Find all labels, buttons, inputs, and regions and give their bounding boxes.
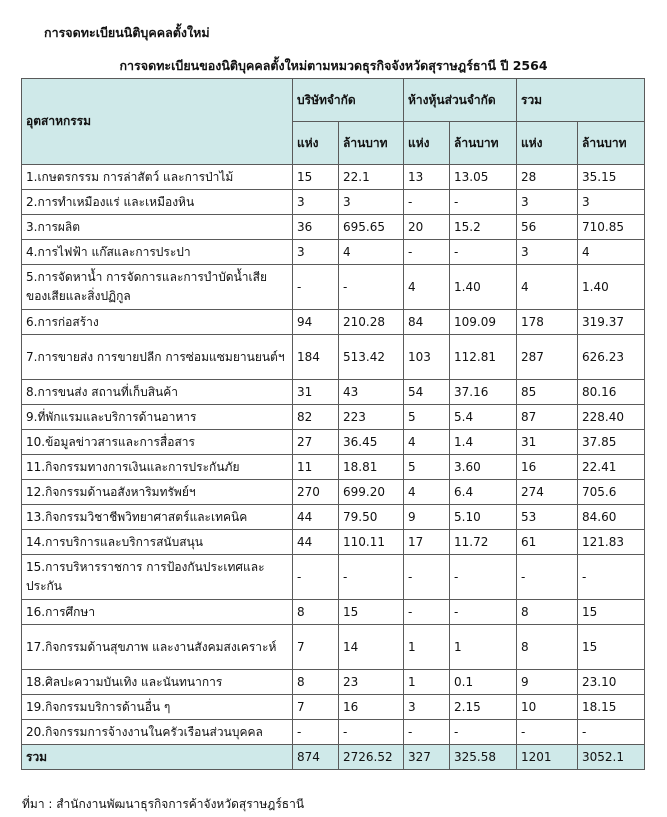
partnership-capital-cell: 5.10	[450, 505, 517, 530]
company-count-cell: 11	[293, 455, 339, 480]
total-count-cell: 56	[517, 215, 578, 240]
table-row	[22, 480, 645, 505]
total-count-cell: 87	[517, 405, 578, 430]
header-company: บริษัทจำกัด	[293, 79, 404, 122]
total-capital-cell: 3	[578, 190, 645, 215]
company-capital-cell: -	[339, 720, 404, 745]
header-company-count: แห่ง	[293, 122, 339, 165]
partnership-capital-cell: 13.05	[450, 165, 517, 190]
total-capital-cell: 705.6	[578, 480, 645, 505]
industry-cell: 8.การขนส่ง สถานที่เก็บสินค้า	[22, 380, 293, 405]
table-row	[22, 625, 645, 670]
total-capital-cell: -	[578, 720, 645, 745]
total-count-cell: 4	[517, 265, 578, 310]
partnership-count-cell: 9	[404, 505, 450, 530]
industry-cell: 20.กิจกรรมการจ้างงานในครัวเรือนส่วนบุคคล	[22, 720, 293, 745]
partnership-count-cell: 54	[404, 380, 450, 405]
table-row	[22, 405, 645, 430]
header-total: รวม	[517, 79, 645, 122]
total-capital-cell: 319.37	[578, 310, 645, 335]
table-body	[22, 165, 645, 745]
company-count-cell: 270	[293, 480, 339, 505]
totals-partnership-capital: 325.58	[450, 745, 517, 770]
partnership-capital-cell: 2.15	[450, 695, 517, 720]
company-capital-cell: 223	[339, 405, 404, 430]
total-count-cell: 61	[517, 530, 578, 555]
header-partnership-capital: ล้านบาท	[450, 122, 517, 165]
total-count-cell: -	[517, 720, 578, 745]
table-row	[22, 600, 645, 625]
company-capital-cell: 36.45	[339, 430, 404, 455]
total-count-cell: 274	[517, 480, 578, 505]
company-count-cell: 8	[293, 600, 339, 625]
partnership-capital-cell: 0.1	[450, 670, 517, 695]
company-capital-cell: 43	[339, 380, 404, 405]
company-count-cell: -	[293, 555, 339, 600]
company-capital-cell: 79.50	[339, 505, 404, 530]
industry-cell: 1.เกษตรกรรม การล่าสัตว์ และการป่าไม้	[22, 165, 293, 190]
industry-cell: 16.การศึกษา	[22, 600, 293, 625]
total-capital-cell: 710.85	[578, 215, 645, 240]
industry-cell: 13.กิจกรรมวิชาชีพวิทยาศาสตร์และเทคนิค	[22, 505, 293, 530]
total-capital-cell: 35.15	[578, 165, 645, 190]
industry-cell: 5.การจัดหาน้ำ การจัดการและการบำบัดน้ำเสียของเสียและสิ่งปฏิกูล	[22, 265, 293, 310]
total-count-cell: 178	[517, 310, 578, 335]
partnership-count-cell: 3	[404, 695, 450, 720]
total-capital-cell: 4	[578, 240, 645, 265]
partnership-count-cell: 17	[404, 530, 450, 555]
company-capital-cell: -	[339, 555, 404, 600]
registration-table	[21, 78, 645, 770]
total-capital-cell: 15	[578, 625, 645, 670]
company-capital-cell: 3	[339, 190, 404, 215]
partnership-count-cell: 13	[404, 165, 450, 190]
partnership-capital-cell: 1.40	[450, 265, 517, 310]
industry-cell: 2.การทำเหมืองแร่ และเหมืองหิน	[22, 190, 293, 215]
table-row	[22, 215, 645, 240]
total-count-cell: 3	[517, 240, 578, 265]
header-partnership: ห้างหุ้นส่วนจำกัด	[404, 79, 517, 122]
partnership-count-cell: -	[404, 190, 450, 215]
company-count-cell: 31	[293, 380, 339, 405]
company-count-cell: 3	[293, 240, 339, 265]
industry-cell: 19.กิจกรรมบริการด้านอื่น ๆ	[22, 695, 293, 720]
header-total-count: แห่ง	[517, 122, 578, 165]
partnership-count-cell: 1	[404, 670, 450, 695]
table-row	[22, 505, 645, 530]
total-count-cell: 53	[517, 505, 578, 530]
partnership-count-cell: 1	[404, 625, 450, 670]
total-capital-cell: 23.10	[578, 670, 645, 695]
industry-cell: 3.การผลิต	[22, 215, 293, 240]
company-count-cell: 15	[293, 165, 339, 190]
industry-cell: 7.การขายส่ง การขายปลีก การซ่อมแซมยานยนต์ฯ	[22, 335, 293, 380]
partnership-capital-cell: -	[450, 240, 517, 265]
total-capital-cell: 18.15	[578, 695, 645, 720]
totals-company-count: 874	[293, 745, 339, 770]
header-total-capital: ล้านบาท	[578, 122, 645, 165]
total-capital-cell: 626.23	[578, 335, 645, 380]
totals-total-count: 1201	[517, 745, 578, 770]
total-count-cell: 31	[517, 430, 578, 455]
table-row	[22, 165, 645, 190]
table-row	[22, 265, 645, 310]
company-capital-cell: 22.1	[339, 165, 404, 190]
table-row	[22, 310, 645, 335]
company-count-cell: 94	[293, 310, 339, 335]
partnership-count-cell: 5	[404, 455, 450, 480]
table-row	[22, 455, 645, 480]
partnership-count-cell: -	[404, 240, 450, 265]
company-count-cell: 36	[293, 215, 339, 240]
industry-cell: 15.การบริหารราชการ การป้องกันประเทศและประกัน	[22, 555, 293, 600]
partnership-capital-cell: -	[450, 600, 517, 625]
header-industry: อุตสาหกรรม	[22, 79, 293, 165]
totals-row	[22, 745, 645, 770]
industry-cell: 6.การก่อสร้าง	[22, 310, 293, 335]
partnership-capital-cell: 15.2	[450, 215, 517, 240]
table-row	[22, 670, 645, 695]
company-count-cell: 82	[293, 405, 339, 430]
company-capital-cell: 15	[339, 600, 404, 625]
totals-label: รวม	[22, 745, 293, 770]
company-count-cell: -	[293, 265, 339, 310]
partnership-capital-cell: 3.60	[450, 455, 517, 480]
company-capital-cell: 4	[339, 240, 404, 265]
partnership-capital-cell: 11.72	[450, 530, 517, 555]
partnership-count-cell: 84	[404, 310, 450, 335]
industry-cell: 17.กิจกรรมด้านสุขภาพ และงานสังคมสงเคราะห์	[22, 625, 293, 670]
partnership-count-cell: 20	[404, 215, 450, 240]
company-capital-cell: 210.28	[339, 310, 404, 335]
partnership-capital-cell: 112.81	[450, 335, 517, 380]
table-row	[22, 380, 645, 405]
partnership-capital-cell: 6.4	[450, 480, 517, 505]
partnership-capital-cell: 1.4	[450, 430, 517, 455]
total-count-cell: 16	[517, 455, 578, 480]
partnership-capital-cell: 1	[450, 625, 517, 670]
table-row	[22, 240, 645, 265]
company-capital-cell: 16	[339, 695, 404, 720]
partnership-count-cell: 4	[404, 480, 450, 505]
partnership-capital-cell: -	[450, 190, 517, 215]
company-count-cell: 7	[293, 625, 339, 670]
total-count-cell: 8	[517, 625, 578, 670]
total-count-cell: -	[517, 555, 578, 600]
table-row	[22, 190, 645, 215]
table-row	[22, 430, 645, 455]
industry-cell: 11.กิจกรรมทางการเงินและการประกันภัย	[22, 455, 293, 480]
table-row	[22, 555, 645, 600]
partnership-count-cell: -	[404, 555, 450, 600]
company-capital-cell: 513.42	[339, 335, 404, 380]
company-capital-cell: 110.11	[339, 530, 404, 555]
industry-cell: 14.การบริการและบริการสนับสนุน	[22, 530, 293, 555]
table-title: การจดทะเบียนของนิติบุคคลตั้งใหม่ตามหมวดธุรกิจจังหวัดสุราษฎร์ธานี ปี 2564	[119, 58, 548, 73]
total-capital-cell: 121.83	[578, 530, 645, 555]
partnership-capital-cell: -	[450, 720, 517, 745]
partnership-count-cell: 103	[404, 335, 450, 380]
total-capital-cell: 84.60	[578, 505, 645, 530]
company-capital-cell: 23	[339, 670, 404, 695]
industry-cell: 10.ข้อมูลข่าวสารและการสื่อสาร	[22, 430, 293, 455]
company-count-cell: 27	[293, 430, 339, 455]
partnership-capital-cell: 5.4	[450, 405, 517, 430]
total-capital-cell: 1.40	[578, 265, 645, 310]
partnership-count-cell: -	[404, 720, 450, 745]
company-capital-cell: -	[339, 265, 404, 310]
industry-cell: 9.ที่พักแรมและบริการด้านอาหาร	[22, 405, 293, 430]
company-count-cell: 44	[293, 530, 339, 555]
total-count-cell: 85	[517, 380, 578, 405]
partnership-capital-cell: 37.16	[450, 380, 517, 405]
total-capital-cell: 228.40	[578, 405, 645, 430]
total-capital-cell: -	[578, 555, 645, 600]
totals-partnership-count: 327	[404, 745, 450, 770]
total-count-cell: 8	[517, 600, 578, 625]
partnership-count-cell: 4	[404, 265, 450, 310]
total-count-cell: 3	[517, 190, 578, 215]
company-capital-cell: 695.65	[339, 215, 404, 240]
total-capital-cell: 37.85	[578, 430, 645, 455]
totals-company-capital: 2726.52	[339, 745, 404, 770]
totals-total-capital: 3052.1	[578, 745, 645, 770]
total-capital-cell: 80.16	[578, 380, 645, 405]
table-row	[22, 695, 645, 720]
table-row	[22, 530, 645, 555]
company-count-cell: -	[293, 720, 339, 745]
industry-cell: 12.กิจกรรมด้านอสังหาริมทรัพย์ฯ	[22, 480, 293, 505]
header-partnership-count: แห่ง	[404, 122, 450, 165]
table-row	[22, 720, 645, 745]
company-count-cell: 44	[293, 505, 339, 530]
industry-cell: 4.การไฟฟ้า แก๊สและการประปา	[22, 240, 293, 265]
section-title: การจดทะเบียนนิติบุคคลตั้งใหม่	[44, 25, 210, 40]
total-capital-cell: 15	[578, 600, 645, 625]
company-count-cell: 3	[293, 190, 339, 215]
total-count-cell: 28	[517, 165, 578, 190]
total-count-cell: 10	[517, 695, 578, 720]
partnership-count-cell: 5	[404, 405, 450, 430]
company-capital-cell: 18.81	[339, 455, 404, 480]
company-count-cell: 8	[293, 670, 339, 695]
table-row	[22, 335, 645, 380]
total-count-cell: 287	[517, 335, 578, 380]
total-capital-cell: 22.41	[578, 455, 645, 480]
header-company-capital: ล้านบาท	[339, 122, 404, 165]
partnership-count-cell: -	[404, 600, 450, 625]
source-note: ที่มา : สำนักงานพัฒนาธุรกิจการค้าจังหวัดสุราษฎร์ธานี	[22, 797, 305, 811]
company-capital-cell: 14	[339, 625, 404, 670]
total-count-cell: 9	[517, 670, 578, 695]
company-capital-cell: 699.20	[339, 480, 404, 505]
partnership-count-cell: 4	[404, 430, 450, 455]
company-count-cell: 7	[293, 695, 339, 720]
partnership-capital-cell: -	[450, 555, 517, 600]
industry-cell: 18.ศิลปะความบันเทิง และนันทนาการ	[22, 670, 293, 695]
company-count-cell: 184	[293, 335, 339, 380]
partnership-capital-cell: 109.09	[450, 310, 517, 335]
